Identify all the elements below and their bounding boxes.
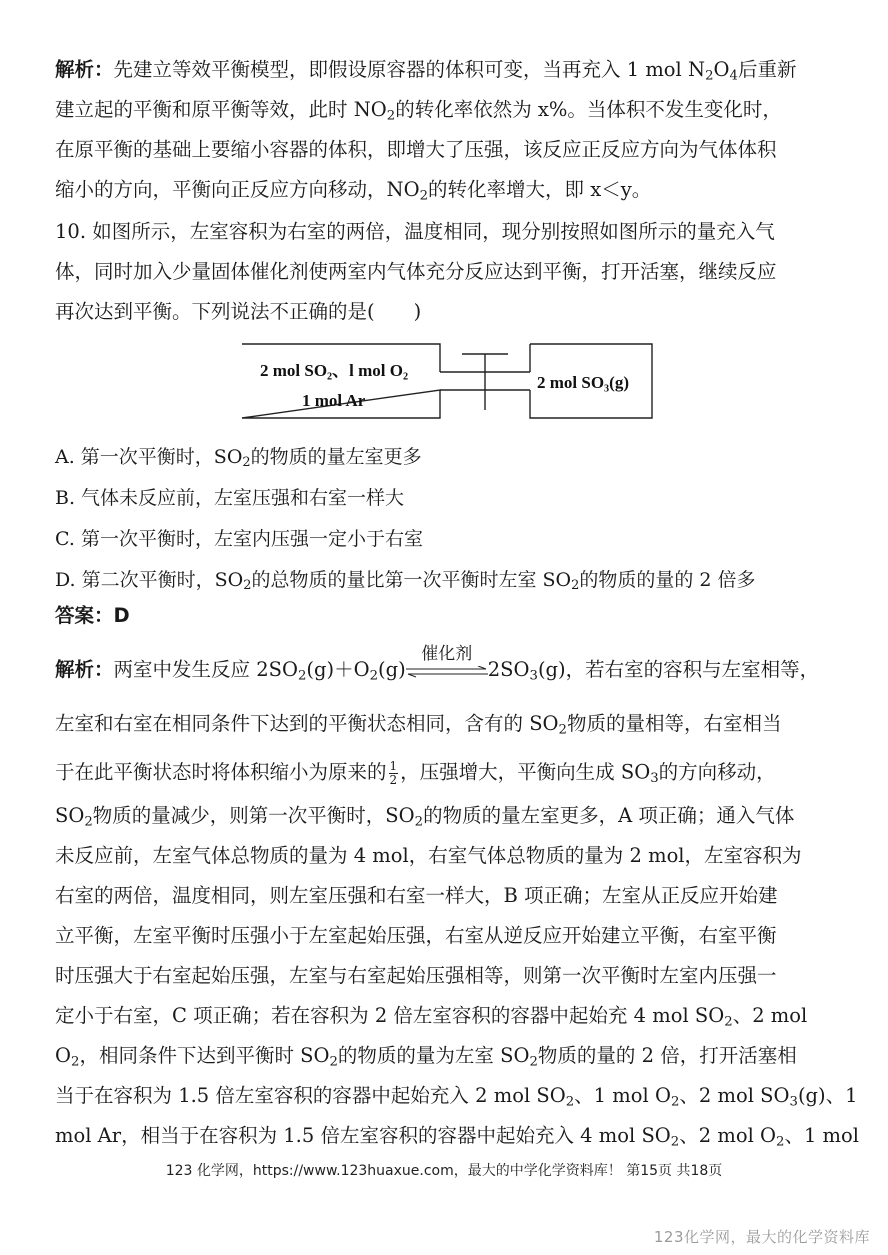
right-chamber-label: 2 mol SO₃(g) bbox=[537, 373, 629, 392]
analysis-label: 解析： bbox=[55, 58, 114, 81]
fraction-one-half: $\frac{1}{2}$ bbox=[389, 759, 398, 787]
question-text: 10. 如图所示，左室容积为右室的两倍，温度相同，现分别按照如图所示的量充入气 bbox=[55, 220, 775, 243]
analysis-paragraph-line: 解析：两室中发生反应 $2SO_2(g)+O_2(g)$ 催化剂 $2SO_3(g)$，若右室的容积与左室相等， bbox=[55, 643, 820, 684]
reversible-arrow bbox=[406, 643, 488, 681]
analysis-paragraph-line: 左室和右室在相同条件下达到的平衡状态相同，含有的 $SO_2$物质的量相等，右室相当 bbox=[55, 712, 782, 738]
two-chamber-diagram bbox=[240, 340, 660, 422]
analysis-paragraph-line: 右室的两倍，温度相同，则左室压强和右室一样大，B 项正确；左室从正反应开始建 bbox=[55, 884, 778, 907]
left-chamber-label: 2 mol SO₂、l mol O₂ bbox=[260, 361, 409, 380]
question-text: 再次达到平衡。下列说法不正确的是( ) bbox=[55, 300, 422, 323]
analysis-paragraph-line: 当于在容积为 1.5 倍左室容积的容器中起始充入 2 mol $SO_2$、1 mol $O_2$、2 mol $SO_3(g)$、1 bbox=[55, 1084, 858, 1110]
analysis-paragraph-line: $O_2$，相同条件下达到平衡时 $SO_2$的物质的量为左室 $SO_2$物质的量的 2 倍，打开活塞相 bbox=[55, 1044, 797, 1070]
answer bbox=[55, 606, 130, 626]
analysis-paragraph-line: $SO_2$物质的量减少，则第一次平衡时，$SO_2$的物质的量左室更多，A 项正确；通入气体 bbox=[55, 804, 795, 830]
analysis-paragraph-line: 建立起的平衡和原平衡等效，此时 $NO_2$的转化率依然为 x%。当体积不发生变化时， bbox=[55, 98, 782, 124]
analysis-label: 解析： bbox=[55, 658, 114, 681]
answer-label: 答案： bbox=[55, 604, 114, 627]
answer-value: D bbox=[113, 604, 130, 627]
question-text: 体，同时加入少量固体催化剂使两室内气体充分反应达到平衡，打开活塞，继续反应 bbox=[55, 260, 777, 283]
option-a: A. 第一次平衡时，$SO_2$的物质的量左室更多 bbox=[55, 446, 422, 471]
analysis-paragraph-line: 未反应前，左室气体总物质的量为 4 mol，右室气体总物质的量为 2 mol，左室容积为 bbox=[55, 844, 802, 867]
analysis-paragraph-line: 于在此平衡状态时将体积缩小为原来的 $\frac{1}{2}$ ，压强增大，平衡向生成 $SO_3$的方向移动， bbox=[55, 759, 776, 787]
analysis-paragraph-line: 定小于右室，C 项正确；若在容积为 2 倍左室容积的容器中起始充 4 mol $SO_2$、2 mol bbox=[55, 1004, 808, 1030]
option-d: D. 第二次平衡时，$SO_2$的总物质的量比第一次平衡时左室 $SO_2$的物质的量的 2 倍多 bbox=[55, 569, 756, 594]
watermark-text: 123化学网，最大的化学资料库 bbox=[653, 1228, 870, 1246]
analysis-paragraph-line: 缩小的方向，平衡向正反应方向移动，$NO_2$的转化率增大，即 x＜y。 bbox=[55, 178, 652, 204]
catalyst-label: 催化剂 bbox=[421, 643, 473, 664]
option-c: C. 第一次平衡时，左室内压强一定小于右室 bbox=[55, 528, 423, 550]
analysis-paragraph-line: mol Ar，相当于在容积为 1.5 倍左室容积的容器中起始充入 4 mol $SO_2$、2 mol $O_2$、1 mol bbox=[55, 1124, 860, 1150]
left-chamber-label-2: 1 mol Ar bbox=[302, 391, 366, 410]
analysis-paragraph-line: 在原平衡的基础上要缩小容器的体积，即增大了压强，该反应正反应方向为气体体积 bbox=[55, 138, 777, 161]
option-b: B. 气体未反应前，左室压强和右室一样大 bbox=[55, 487, 405, 509]
analysis-paragraph-line: 立平衡，左室平衡时压强小于左室起始压强，右室从逆反应开始建立平衡，右室平衡 bbox=[55, 924, 777, 947]
page-footer: 123 化学网，https://www.123huaxue.com，最大的中学化学资料库！ 第15页 共18页 bbox=[165, 1163, 723, 1179]
analysis-paragraph-line: 解析：先建立等效平衡模型，即假设原容器的体积可变，当再充入 1 mol $N_2O_4$后重新 bbox=[55, 58, 797, 84]
analysis-paragraph-line: 时压强大于右室起始压强，左室与右室起始压强相等，则第一次平衡时左室内压强一 bbox=[55, 964, 777, 987]
